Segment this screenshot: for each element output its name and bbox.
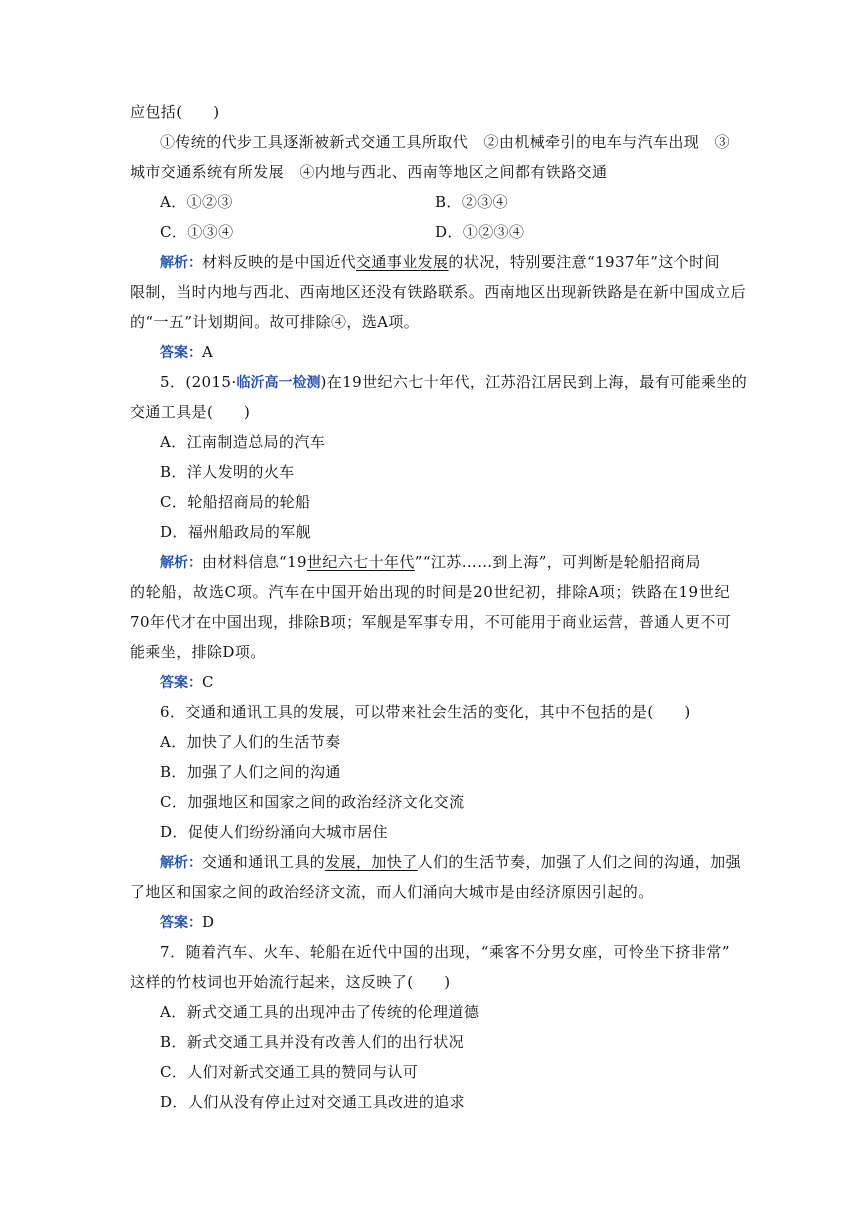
answer-value: D (202, 913, 215, 931)
q4-option-c: C．①③④ (160, 223, 234, 241)
q4-statements-line1: ①传统的代步工具逐渐被新式交通工具所取代 ②由机械牵引的电车与汽车出现 ③ (160, 133, 730, 151)
q5-option-b: B．洋人发明的火车 (160, 463, 295, 481)
q5-stem-line1 (160, 370, 747, 395)
q7-option-a: A．新式交通工具的出现冲击了传统的伦理道德 (160, 1003, 480, 1021)
q6-option-c: C．加强地区和国家之间的政治经济文化交流 (160, 793, 465, 811)
underlined-text: 交通事业发展 (356, 253, 449, 271)
underlined-text: 世纪六七十年代 (306, 553, 415, 571)
answer-label: 答案： (160, 915, 202, 931)
stem-text: )在19世纪六七十年代，江苏沿江居民到上海，最有可能乘坐的 (320, 373, 748, 391)
answer-value: C (202, 673, 214, 691)
source-label: 临沂高一检测 (236, 375, 321, 391)
q5-stem-line2: 交通工具是( ) (130, 403, 251, 421)
analysis-text: 材料反映的是中国近代 (202, 253, 357, 271)
analysis-text: ”“江苏……到上海”，可判断是轮船招商局 (414, 553, 701, 571)
q4-option-b: B．②③④ (435, 193, 509, 211)
q6-analysis-line2: 了地区和国家之间的政治经济文流，而人们涌向大城市是由经济原因引起的。 (130, 883, 654, 901)
q5-analysis-line1 (160, 550, 701, 575)
answer-value: A (202, 343, 214, 361)
q5-option-a: A．江南制造总局的汽车 (160, 433, 326, 451)
underlined-text: 发展，加快了 (325, 853, 418, 871)
q6-option-d: D．促使人们纷纷涌向大城市居住 (160, 823, 389, 841)
q6-option-b: B．加强了人们之间的沟通 (160, 763, 341, 781)
q4-option-a: A．①②③ (160, 193, 233, 211)
q5-answer (160, 670, 214, 695)
q4-statements-line2: 城市交通系统有所发展 ④内地与西北、西南等地区之间都有铁路交通 (130, 163, 608, 181)
q5-analysis-line3: 70年代才在中国出现，排除B项；军舰是军事专用，不可能用于商业运营，普通人更不可 (130, 613, 732, 631)
q6-option-a: A．加快了人们的生活节奏 (160, 733, 341, 751)
q5-option-d: D．福州船政局的军舰 (160, 523, 312, 541)
analysis-text: 交通和通讯工具的 (202, 853, 326, 871)
q4-answer (160, 340, 213, 365)
q4-option-d: D．①②③④ (435, 223, 525, 241)
q4-analysis-line1 (160, 250, 720, 275)
q5-option-c: C．轮船招商局的轮船 (160, 493, 311, 511)
q4-analysis-line2: 限制，当时内地与西北、西南地区还没有铁路联系。西南地区出现新铁路是在新中国成立后 (130, 283, 747, 301)
q7-option-d: D．人们从没有停止过对交通工具改进的追求 (160, 1093, 466, 1111)
q7-stem-line2: 这样的竹枝词也开始流行起来，这反映了( ) (130, 973, 451, 991)
analysis-text: 的状况，特别要注意“1937年”这个时间 (448, 253, 720, 271)
question-number: 5． (160, 373, 186, 391)
analysis-label: 解析： (160, 855, 202, 871)
q5-analysis-line2: 的轮船，故选C项。汽车在中国开始出现的时间是20世纪初，排除A项；铁路在19世纪 (130, 583, 730, 601)
source-text: (2015· (185, 373, 237, 391)
q7-option-b: B．新式交通工具并没有改善人们的出行状况 (160, 1033, 465, 1051)
analysis-label: 解析： (160, 555, 202, 571)
q5-analysis-line4: 能乘坐，排除D项。 (130, 643, 266, 661)
analysis-text: 由材料信息“19 (202, 553, 307, 571)
q6-stem: 6．交通和通讯工具的发展，可以带来社会生活的变化，其中不包括的是( ) (160, 703, 691, 721)
q7-stem-line1: 7．随着汽车、火车、轮船在近代中国的出现，“乘客不分男女座，可怜坐下挤非常” (160, 943, 730, 961)
q4-stem-tail: 应包括( ) (130, 103, 220, 121)
analysis-label: 解析： (160, 255, 202, 271)
answer-label: 答案： (160, 345, 202, 361)
q6-answer (160, 910, 214, 935)
q6-analysis-line1 (160, 850, 741, 875)
analysis-text: 人们的生活节奏，加强了人们之间的沟通，加强 (417, 853, 742, 871)
answer-label: 答案： (160, 675, 202, 691)
q4-analysis-line3: 的“一五”计划期间。故可排除④，选A项。 (130, 313, 420, 331)
q7-option-c: C．人们对新式交通工具的赞同与认可 (160, 1063, 419, 1081)
